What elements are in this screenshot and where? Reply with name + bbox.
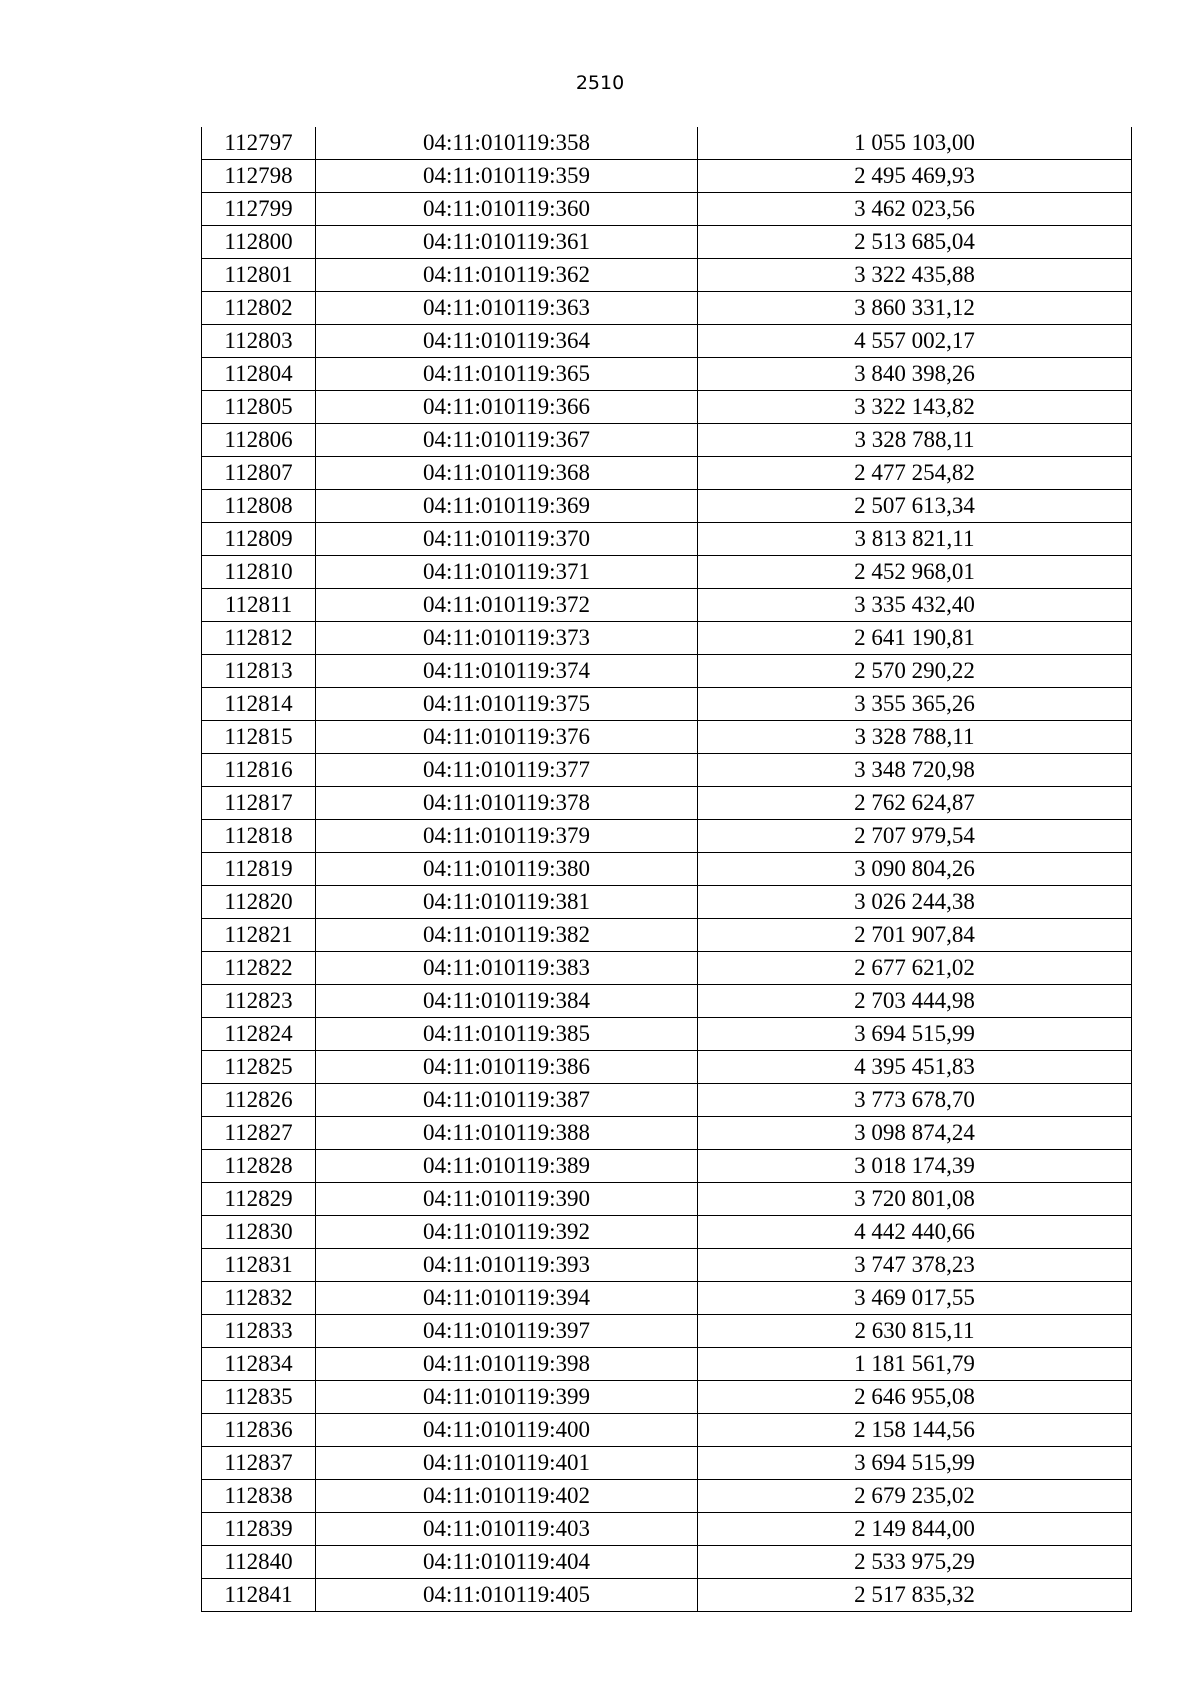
table-row xyxy=(202,1414,1132,1447)
cadastral-value-cell: 3 840 398,26 xyxy=(698,358,1132,391)
row-number-cell: 112813 xyxy=(202,655,316,688)
cadastral-number-cell: 04:11:010119:397 xyxy=(316,1315,698,1348)
row-number-cell: 112812 xyxy=(202,622,316,655)
cadastral-number-cell: 04:11:010119:403 xyxy=(316,1513,698,1546)
cadastral-number-cell: 04:11:010119:370 xyxy=(316,523,698,556)
table-row xyxy=(202,787,1132,820)
cadastral-value-cell: 2 513 685,04 xyxy=(698,226,1132,259)
row-number-cell: 112818 xyxy=(202,820,316,853)
page-number: 2510 xyxy=(575,72,625,94)
row-number-cell: 112797 xyxy=(202,127,316,160)
cadastral-value-cell: 1 181 561,79 xyxy=(698,1348,1132,1381)
table-row xyxy=(202,358,1132,391)
cadastral-value-cell: 3 322 143,82 xyxy=(698,391,1132,424)
table-row xyxy=(202,490,1132,523)
cadastral-value-cell: 2 630 815,11 xyxy=(698,1315,1132,1348)
table-row xyxy=(202,1183,1132,1216)
row-number-cell: 112826 xyxy=(202,1084,316,1117)
cadastral-value-cell: 2 477 254,82 xyxy=(698,457,1132,490)
row-number-cell: 112834 xyxy=(202,1348,316,1381)
cadastral-value-cell: 2 677 621,02 xyxy=(698,952,1132,985)
cadastral-number-cell: 04:11:010119:392 xyxy=(316,1216,698,1249)
table-row xyxy=(202,1150,1132,1183)
table-row xyxy=(202,1249,1132,1282)
cadastral-value-cell: 2 707 979,54 xyxy=(698,820,1132,853)
cadastral-value-cell: 3 469 017,55 xyxy=(698,1282,1132,1315)
cadastral-number-cell: 04:11:010119:360 xyxy=(316,193,698,226)
table-row xyxy=(202,523,1132,556)
cadastral-number-cell: 04:11:010119:399 xyxy=(316,1381,698,1414)
table-row xyxy=(202,985,1132,1018)
cadastral-number-cell: 04:11:010119:358 xyxy=(316,127,698,160)
cadastral-value-cell: 3 773 678,70 xyxy=(698,1084,1132,1117)
cadastral-value-cell: 2 679 235,02 xyxy=(698,1480,1132,1513)
row-number-cell: 112831 xyxy=(202,1249,316,1282)
cadastral-value-cell: 3 335 432,40 xyxy=(698,589,1132,622)
cadastral-number-cell: 04:11:010119:378 xyxy=(316,787,698,820)
cadastral-value-cell: 1 055 103,00 xyxy=(698,127,1132,160)
row-number-cell: 112808 xyxy=(202,490,316,523)
row-number-cell: 112833 xyxy=(202,1315,316,1348)
row-number-cell: 112835 xyxy=(202,1381,316,1414)
cadastral-value-cell: 2 646 955,08 xyxy=(698,1381,1132,1414)
table-row xyxy=(202,193,1132,226)
cadastral-value-cell: 3 694 515,99 xyxy=(698,1447,1132,1480)
cadastral-number-cell: 04:11:010119:375 xyxy=(316,688,698,721)
table-row xyxy=(202,1315,1132,1348)
table-row xyxy=(202,1546,1132,1579)
row-number-cell: 112820 xyxy=(202,886,316,919)
cadastral-value-cell: 2 641 190,81 xyxy=(698,622,1132,655)
cadastral-value-cell: 3 026 244,38 xyxy=(698,886,1132,919)
table-row xyxy=(202,721,1132,754)
cadastral-number-cell: 04:11:010119:369 xyxy=(316,490,698,523)
table-row xyxy=(202,919,1132,952)
cadastral-number-cell: 04:11:010119:400 xyxy=(316,1414,698,1447)
table-row xyxy=(202,589,1132,622)
cadastral-number-cell: 04:11:010119:359 xyxy=(316,160,698,193)
cadastral-value-cell: 2 158 144,56 xyxy=(698,1414,1132,1447)
table-row xyxy=(202,1084,1132,1117)
table-row xyxy=(202,952,1132,985)
cadastral-value-cell: 4 395 451,83 xyxy=(698,1051,1132,1084)
table-row xyxy=(202,1051,1132,1084)
row-number-cell: 112801 xyxy=(202,259,316,292)
row-number-cell: 112816 xyxy=(202,754,316,787)
cadastral-number-cell: 04:11:010119:379 xyxy=(316,820,698,853)
cadastral-value-cell: 2 762 624,87 xyxy=(698,787,1132,820)
table-row xyxy=(202,160,1132,193)
row-number-cell: 112830 xyxy=(202,1216,316,1249)
table-row xyxy=(202,655,1132,688)
cadastral-value-cell: 3 328 788,11 xyxy=(698,721,1132,754)
table-row xyxy=(202,292,1132,325)
table-row xyxy=(202,688,1132,721)
table-row xyxy=(202,622,1132,655)
row-number-cell: 112828 xyxy=(202,1150,316,1183)
row-number-cell: 112840 xyxy=(202,1546,316,1579)
cadastral-value-cell: 2 507 613,34 xyxy=(698,490,1132,523)
table-row xyxy=(202,457,1132,490)
cadastral-number-cell: 04:11:010119:402 xyxy=(316,1480,698,1513)
table-row xyxy=(202,853,1132,886)
cadastral-value-cell: 2 149 844,00 xyxy=(698,1513,1132,1546)
cadastral-number-cell: 04:11:010119:363 xyxy=(316,292,698,325)
cadastral-number-cell: 04:11:010119:361 xyxy=(316,226,698,259)
table-row xyxy=(202,1216,1132,1249)
cadastral-value-cell: 2 517 835,32 xyxy=(698,1579,1132,1612)
table-row xyxy=(202,127,1132,160)
row-number-cell: 112814 xyxy=(202,688,316,721)
row-number-cell: 112802 xyxy=(202,292,316,325)
cadastral-number-cell: 04:11:010119:398 xyxy=(316,1348,698,1381)
cadastral-number-cell: 04:11:010119:384 xyxy=(316,985,698,1018)
row-number-cell: 112837 xyxy=(202,1447,316,1480)
cadastral-number-cell: 04:11:010119:377 xyxy=(316,754,698,787)
cadastral-value-cell: 3 860 331,12 xyxy=(698,292,1132,325)
row-number-cell: 112807 xyxy=(202,457,316,490)
cadastral-value-cell: 3 348 720,98 xyxy=(698,754,1132,787)
cadastral-number-cell: 04:11:010119:367 xyxy=(316,424,698,457)
row-number-cell: 112815 xyxy=(202,721,316,754)
cadastral-number-cell: 04:11:010119:401 xyxy=(316,1447,698,1480)
row-number-cell: 112809 xyxy=(202,523,316,556)
cadastral-value-cell: 2 452 968,01 xyxy=(698,556,1132,589)
cadastral-number-cell: 04:11:010119:386 xyxy=(316,1051,698,1084)
cadastral-number-cell: 04:11:010119:404 xyxy=(316,1546,698,1579)
table-row xyxy=(202,259,1132,292)
row-number-cell: 112841 xyxy=(202,1579,316,1612)
row-number-cell: 112810 xyxy=(202,556,316,589)
table-row xyxy=(202,1282,1132,1315)
cadastral-value-cell: 3 098 874,24 xyxy=(698,1117,1132,1150)
cadastral-number-cell: 04:11:010119:368 xyxy=(316,457,698,490)
cadastral-value-cell: 4 557 002,17 xyxy=(698,325,1132,358)
table-row xyxy=(202,226,1132,259)
cadastral-number-cell: 04:11:010119:382 xyxy=(316,919,698,952)
table-row xyxy=(202,1513,1132,1546)
cadastral-number-cell: 04:11:010119:372 xyxy=(316,589,698,622)
row-number-cell: 112822 xyxy=(202,952,316,985)
cadastral-value-cell: 3 018 174,39 xyxy=(698,1150,1132,1183)
row-number-cell: 112817 xyxy=(202,787,316,820)
cadastral-number-cell: 04:11:010119:390 xyxy=(316,1183,698,1216)
cadastral-number-cell: 04:11:010119:394 xyxy=(316,1282,698,1315)
row-number-cell: 112839 xyxy=(202,1513,316,1546)
cadastral-value-cell: 2 701 907,84 xyxy=(698,919,1132,952)
table-row xyxy=(202,1480,1132,1513)
row-number-cell: 112819 xyxy=(202,853,316,886)
cadastral-value-cell: 4 442 440,66 xyxy=(698,1216,1132,1249)
row-number-cell: 112823 xyxy=(202,985,316,1018)
cadastral-number-cell: 04:11:010119:388 xyxy=(316,1117,698,1150)
table-row xyxy=(202,1381,1132,1414)
cadastral-value-cell: 2 533 975,29 xyxy=(698,1546,1132,1579)
table-row xyxy=(202,1447,1132,1480)
cadastral-number-cell: 04:11:010119:362 xyxy=(316,259,698,292)
cadastral-number-cell: 04:11:010119:371 xyxy=(316,556,698,589)
table-row xyxy=(202,325,1132,358)
row-number-cell: 112832 xyxy=(202,1282,316,1315)
cadastral-number-cell: 04:11:010119:381 xyxy=(316,886,698,919)
table-row xyxy=(202,556,1132,589)
row-number-cell: 112825 xyxy=(202,1051,316,1084)
table-row xyxy=(202,1117,1132,1150)
cadastral-value-cell: 3 813 821,11 xyxy=(698,523,1132,556)
cadastral-number-cell: 04:11:010119:389 xyxy=(316,1150,698,1183)
row-number-cell: 112829 xyxy=(202,1183,316,1216)
cadastral-number-cell: 04:11:010119:364 xyxy=(316,325,698,358)
cadastral-value-cell: 3 355 365,26 xyxy=(698,688,1132,721)
row-number-cell: 112824 xyxy=(202,1018,316,1051)
row-number-cell: 112806 xyxy=(202,424,316,457)
row-number-cell: 112803 xyxy=(202,325,316,358)
cadastral-number-cell: 04:11:010119:383 xyxy=(316,952,698,985)
cadastral-number-cell: 04:11:010119:373 xyxy=(316,622,698,655)
cadastral-value-cell: 2 703 444,98 xyxy=(698,985,1132,1018)
row-number-cell: 112811 xyxy=(202,589,316,622)
table-body xyxy=(202,127,1132,1612)
cadastral-value-cell: 3 747 378,23 xyxy=(698,1249,1132,1282)
table-row xyxy=(202,1348,1132,1381)
cadastral-value-cell: 3 462 023,56 xyxy=(698,193,1132,226)
table-row xyxy=(202,1579,1132,1612)
row-number-cell: 112800 xyxy=(202,226,316,259)
row-number-cell: 112805 xyxy=(202,391,316,424)
cadastral-value-cell: 2 495 469,93 xyxy=(698,160,1132,193)
cadastral-value-cell: 3 090 804,26 xyxy=(698,853,1132,886)
cadastral-number-cell: 04:11:010119:405 xyxy=(316,1579,698,1612)
table-row xyxy=(202,754,1132,787)
cadastral-number-cell: 04:11:010119:387 xyxy=(316,1084,698,1117)
row-number-cell: 112804 xyxy=(202,358,316,391)
cadastral-value-cell: 3 720 801,08 xyxy=(698,1183,1132,1216)
cadastral-number-cell: 04:11:010119:393 xyxy=(316,1249,698,1282)
cadastral-number-cell: 04:11:010119:380 xyxy=(316,853,698,886)
row-number-cell: 112836 xyxy=(202,1414,316,1447)
row-number-cell: 112798 xyxy=(202,160,316,193)
cadastral-value-cell: 2 570 290,22 xyxy=(698,655,1132,688)
cadastral-value-table xyxy=(201,127,1132,1612)
cadastral-value-cell: 3 694 515,99 xyxy=(698,1018,1132,1051)
cadastral-number-cell: 04:11:010119:374 xyxy=(316,655,698,688)
cadastral-number-cell: 04:11:010119:376 xyxy=(316,721,698,754)
table-row xyxy=(202,424,1132,457)
cadastral-value-cell: 3 328 788,11 xyxy=(698,424,1132,457)
row-number-cell: 112827 xyxy=(202,1117,316,1150)
table-row xyxy=(202,391,1132,424)
cadastral-number-cell: 04:11:010119:366 xyxy=(316,391,698,424)
table-row xyxy=(202,886,1132,919)
cadastral-number-cell: 04:11:010119:385 xyxy=(316,1018,698,1051)
row-number-cell: 112821 xyxy=(202,919,316,952)
row-number-cell: 112838 xyxy=(202,1480,316,1513)
row-number-cell: 112799 xyxy=(202,193,316,226)
cadastral-number-cell: 04:11:010119:365 xyxy=(316,358,698,391)
table-row xyxy=(202,1018,1132,1051)
table-row xyxy=(202,820,1132,853)
cadastral-value-cell: 3 322 435,88 xyxy=(698,259,1132,292)
